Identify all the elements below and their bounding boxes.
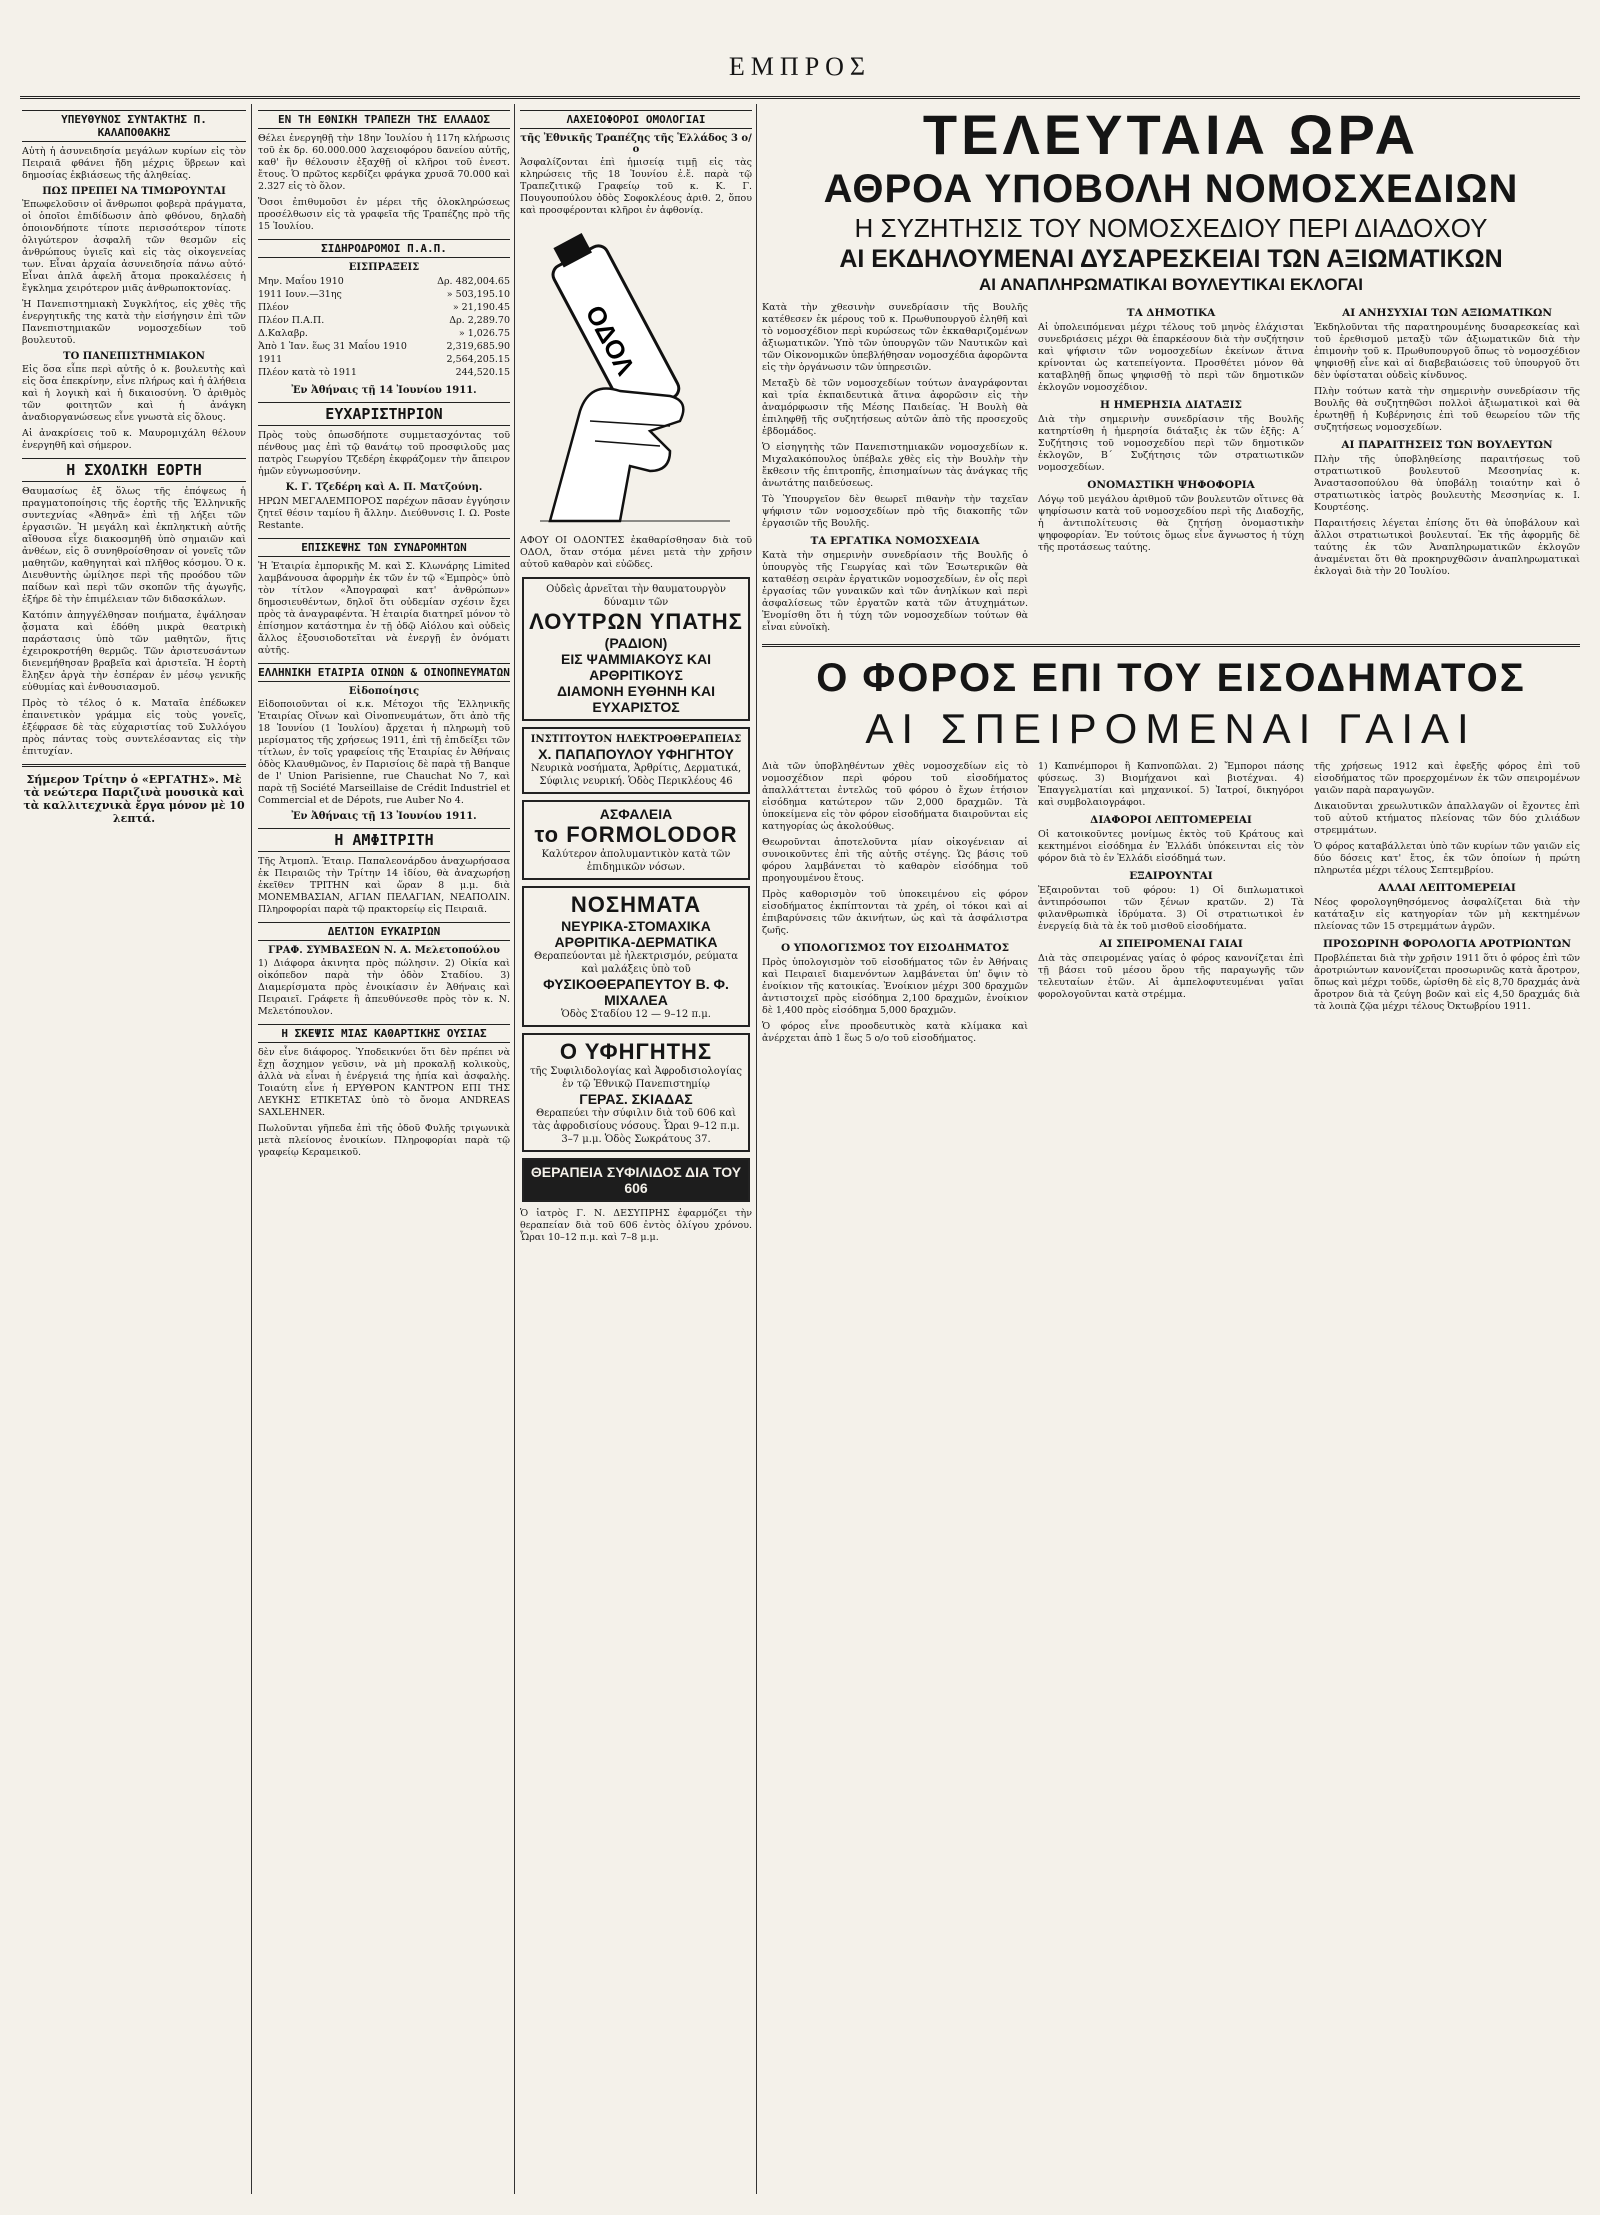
article-subheading: ΠΩΣ ΠΡΕΠΕΙ ΝΑ ΤΙΜΩΡΟΥΝΤΑΙ — [42, 186, 226, 197]
column-rule — [756, 104, 757, 2194]
article-paragraph: Αὐτὴ ἡ ἀσυνειδησία μεγάλων κυρίων εἰς τὸν Πειραιᾶ φθάνει ἤδη μέχρις ὕβρεων καὶ δημοσίας ἐκβιάσεως τῆς ἀληθείας. — [22, 146, 246, 181]
article-paragraph: Ὁ ἰατρὸς Γ. Ν. ΔΕΣΥΠΡΗΣ ἐφαρμόζει τὴν θεραπείαν διὰ τοῦ 606 ἐντὸς ὀλίγου χρόνου. Ὧραι 10–12 π.μ. καὶ 7–8 μ.μ. — [520, 1208, 752, 1243]
news-column: τῆς χρήσεως 1912 καὶ ἐφεξῆς φόρος ἐπὶ τοῦ εἰσοδήματος τῶν προερχομένων ἐκ τῶν σπειρομένων γαιῶν παρὰ παραγωγῶν. Δικαιοῦνται χρεωλυτικῶν ἀπαλλαγῶν οἱ ἔχοντες ἐπὶ τοῦ αὐτοῦ κτήματος πλείονας τῶν δύο χιλιάδων στρεμμάτων. Ὁ φόρος καταβάλλεται ὑπὸ τῶν κυρίων τῶν γαιῶν εἰς δύο δόσεις κατ' ἔτος, ἐκ τῶν ὁποίων ἡ πρώτη πληρωτέα μέχρι τέλους Σεπτεμβρίου. ΑΛΛΑΙ ΛΕΠΤΟΜΕΡΕΙΑΙ Νέος φορολογηθησόμενος ἀσφαλίζεται διὰ τὴν κατάταξιν εἰς κατηγορίαν τῶν μὴ κεκτημένων πλείονας τῶν 15 στρεμμάτων ἀγρῶν. ΠΡΟΣΩΡΙΝΗ ΦΟΡΟΛΟΓΙΑ ΑΡΟΤΡΙΩΝΤΩΝ Προβλέπεται διὰ τὴν χρῆσιν 1911 ὅτι ὁ φόρος ἐπὶ τῶν ἀροτριώντων κανονίζεται προσωρινῶς κατὰ ἄροτρον, ὅπως καὶ μέχρι τοῦδε, ὡρίσθη δὲ εἰς 8,70 δραχμάς ἀνὰ ἄροτρον διὰ τὰ ζεύγη βοῶν καὶ εἰς 4,50 δραχμάς διὰ τὰ λοιπὰ ζῷα μέχρι τέλους Ὀκτωβρίου 1911. — [1314, 761, 1580, 1012]
article-paragraph: Θαυμασίως ἐξ ὅλως τῆς ἐπόψεως ἡ πραγματοποίησις τῆς ἑορτῆς τῆς Ἑλληνικῆς συντεχνίας «Ἀθηνᾶ» ἐπὶ τῇ λήξει τῶν ἐργασιῶν. Ἡ μεγάλη καὶ ἐκπληκτικὴ αὐτῆς αἴθουσα εἶχε διακοσμηθῆ ὑπὸ σημαιῶν καὶ ἀνθέων, εἰς ὃ συνηθροίσθησαν οἱ γονεῖς τῶν μαθητῶν, καθηγηταὶ καὶ πλῆθος κόσμου. Ὁ κ. Διευθυντὴς ὡμίλησε περὶ τῆς προόδου τῶν παίδων καὶ περὶ τῶν σκοπῶν τῆς ἀγωγῆς, ἐξήρε δὲ τὴν ἐπιμέλειαν τῶν διδασκάλων. — [22, 486, 246, 605]
tax-headline: Ο ΦΟΡΟΣ ΕΠΙ ΤΟΥ ΕΙΣΟΔΗΜΑΤΟΣ — [816, 656, 1526, 700]
article-subheading: ΤΑ ΕΡΓΑΤΙΚΑ ΝΟΜΟΣΧΕΔΙΑ — [810, 535, 980, 547]
news-column: 1) Καπνέμποροι ἢ Καπνοπῶλαι. 2) Ἔμποροι πάσης φύσεως. 3) Βιομήχανοι καὶ βιοτέχναι. 4) Ἐπαγγελματίαι καὶ μηχανικοί. 5) Ἰατροί, δικηγόροι καὶ συμβολαιογράφοι. ΔΙΑΦΟΡΟΙ ΛΕΠΤΟΜΕΡΕΙΑΙ Οἱ κατοικοῦντες μονίμως ἐκτὸς τοῦ Κράτους καὶ κεκτημένοι εἰσόδημα ἐν Ἑλλάδι ὑπόκεινται εἰς τὸν φόρον διὰ τὸ ἐν Ἑλλάδι εἰσόδημά των. ΕΞΑΙΡΟΥΝΤΑΙ Ἐξαιροῦνται τοῦ φόρου: 1) Οἱ διπλωματικοὶ ἀντιπρόσωποι τῶν ξένων κρατῶν. 2) Τὰ φιλανθρωπικὰ ἱδρύματα. 3) Οἱ στρατιωτικοὶ ἐν ἐνεργείᾳ διὰ τὰ ἐκ τοῦ μισθοῦ εἰσοδήματα. ΑΙ ΣΠΕΙΡΟΜΕΝΑΙ ΓΑΙΑΙ Διὰ τὰς σπειρομένας γαίας ὁ φόρος κανονίζεται ἐπὶ τῇ βάσει τοῦ μέσου ὅρου τῆς παραγωγῆς τῶν τελευταίων ἐτῶν. Αἱ ἀμπελοφυτευμέναι γαῖαι φορολογοῦνται κατὰ στρέμμα. — [1038, 761, 1304, 1000]
article-paragraph: Θέλει ἐνεργηθῇ τὴν 18ην Ἰουλίου ἡ 117η κλήρωσις τοῦ ἐκ δρ. 60.000.000 λαχειοφόρου δανείου αὐτῆς, καθ' ἣν θέλουσιν ἐξαχθῇ οἱ κλῆροι τοῦ ἐνεστ. ἔτους. Ὁ πρῶτος κερδίζει φράγκα χρυσᾶ 70.000 καὶ 2.327 εἰς τὸ ὅλον. — [258, 133, 510, 192]
article-paragraph: Ἐπωφελοῦσιν οἱ ἄνθρωποι φοβερὰ πράγματα, οἱ ὁποῖοι ἐπιδίδωσιν ἀπὸ φθόνου, δηλαδὴ ὁποιονδήποτε τίποτε περισσότερον τίποτε ὀλιγώτερον ἀσφαλῆ τῶν θεσμῶν εἰς ἀνθρώπους ὑγιεῖς καὶ εἰς τὰς οἰκογενείας των. Εἶναι ἀρχαία ἀσυνειδησία πάνω αὐτό· Εἶναι ἀπλᾶ ἀφελῆ ἄτομα προκαλέσεις ἡ ἔγκλημα χειρότερον μιᾶς ἀνθρωποκτονίας. — [22, 199, 246, 294]
news-column: ΑΙ ΑΝΗΣΥΧΙΑΙ ΤΩΝ ΑΞΙΩΜΑΤΙΚΩΝ Ἐκδηλοῦνται τῆς παρατηρουμένης δυσαρεσκείας καὶ τοῦ ἐρεθισμοῦ μεταξὺ τῶν ἀξιωματικῶν διὰ τὴν ἐπιμονὴν τοῦ κ. Πρωθυπουργοῦ ὅπως τὸ νομοσχέδιον ψηφισθῇ εἶνε καὶ αἱ διαβεβαιώσεις τοῦ ὑπουργοῦ ὅτι δὲν ὑφίσταται οὐδεὶς κίνδυνος. Πλὴν τούτων κατὰ τὴν σημερινὴν συνεδρίασιν τῆς Βουλῆς θὰ συζητηθῶσι πολλοὶ ἀξιωματικοὶ καὶ θὰ ἐρωτηθῇ ἡ Κυβέρνησις ἐπὶ τοῦ θεωρείου τῶν τῆς συζητήσεως νομοσχεδίων. ΑΙ ΠΑΡΑΙΤΗΣΕΙΣ ΤΩΝ ΒΟΥΛΕΥΤΩΝ Πλὴν τῆς ὑποβληθείσης παραιτήσεως τοῦ στρατιωτικοῦ βουλευτοῦ Μεσσηνίας κ. Ἀναστασοπούλου θὰ ὑποβάλῃ τοιαύτην καὶ ὁ στρατιωτικὸς ἰατρὸς βουλευτὴς Μεσσηνίας κ. Ι. Κουρτέσης. Παραιτήσεις λέγεται ἐπίσης ὅτι θὰ ὑποβάλουν καὶ ἄλλοι στρατιωτικοὶ βουλευταί. Ἐκ τῆς ἀφορμῆς δὲ ταύτης ἐκ τῶν Ἀναπληρωματικῶν ἐκλογῶν ἀναμένεται ὅτι θὰ προκηρυχθῶσιν ἀναπληρωματικαὶ ἐκλογαὶ διὰ τὴν 20 Ἰουλίου. — [1314, 307, 1580, 577]
receipts-table — [258, 275, 510, 379]
article-paragraph: Εἰς ὅσα εἶπε περὶ αὐτῆς ὁ κ. βουλευτὴς καὶ εἰς ὅσα ἐπεκρίνην, εἶνε πλήρως καὶ ἡ ἀλήθεια καὶ ἡ λογικὴ καὶ ἡ δικαιοσύνη. Ὁ ἀριθμὸς τῶν φοιτητῶν καὶ ἡ ἀνάγκη ἀναδιοργανώσεως εἶνε γνωστὰ εἰς ὅλους. — [22, 364, 246, 423]
article-paragraph: δὲν εἶνε διάφορος. Ὑποδεικνύει ὅτι δὲν πρέπει νὰ ἔχῃ ἄσχημον γεῦσιν, νὰ μὴ προκαλῇ κολικοὺς, ἀλλὰ νὰ εἶναι ἡ ἐνέργειά της ἡπία καὶ ἀσφαλὴς. Τοιαύτη εἶνε ἡ ΕΡΥΘΡΟΝ ΚΑΝΤΡΟΝ ΕΠΙ ΤΗΣ ΛΕΥΚΗΣ ΕΤΙΚΕΤΑΣ ὑπὸ τὸ ὄνομα ANDREAS SAXLEHNER. — [258, 1047, 510, 1118]
column-1 — [22, 104, 246, 2194]
article-subheading: Εἰδοποίησις — [348, 686, 420, 697]
advert-skiadas: Ο ΥΦΗΓΗΤΗΣ τῆς Συφιλιδολογίας καὶ Ἀφροδισιολογίας ἐν τῷ Ἐθνικῷ Πανεπιστημίῳ ΓΕΡΑΣ. ΣΚΙΑΔΑΣ Θεραπεύει τὴν σύφιλιν διὰ τοῦ 606 καὶ τὰς ἀφροδισίους νόσους. Ὧραι 9–12 π.μ. 3–7 μ.μ. Ὁδὸς Σωκράτους 37. — [522, 1033, 750, 1152]
article-subheading: ΤΟ ΠΑΝΕΠΙΣΤΗΜΙΑΚΟΝ — [63, 351, 205, 362]
table-row: Μην. Μαΐου 1910 Δρ. 482,004.65 — [258, 276, 510, 287]
column-rule — [251, 104, 252, 2194]
article-subheading: ΕΞΑΙΡΟΥΝΤΑΙ — [1129, 870, 1213, 882]
article-paragraph: Πωλοῦνται γῆπεδα ἐπὶ τῆς ὁδοῦ Φυλῆς τριγωνικὰ μετὰ πλείονος ἐνοικίων. Πληροφορίαι παρὰ τῷ γραφείῳ Κεραμεικοῦ. — [258, 1123, 510, 1158]
table-row: Πλέον » 21,190.45 — [258, 302, 510, 313]
editor-heading: ΥΠΕΥΘΥΝΟΣ ΣΥΝΤΑΚΤΗΣ Π. ΚΑΛΑΠΟΘΑΚΗΣ — [22, 110, 246, 142]
article-subheading: ΤΑ ΔΗΜΟΤΙΚΑ — [1126, 307, 1216, 319]
article-heading: ΕΥΧΑΡΙΣΤΗΡΙΟΝ — [258, 402, 510, 426]
article-subheading: ΑΙ ΑΝΗΣΥΧΙΑΙ ΤΩΝ ΑΞΙΩΜΑΤΙΚΩΝ — [1342, 307, 1552, 319]
signature: Κ. Γ. Τζεδέρη καὶ Α. Π. Ματζούνη. — [285, 482, 483, 493]
article-paragraph: Κατόπιν ἀπηγγέλθησαν ποιήματα, ἐψάλησαν ᾄσματα καὶ ἐδόθη μικρὰ θεατρικὴ παράστασις ὑπὸ τῶν μαθητῶν, ἥτις ἐχειροκροτήθη θερμῶς. Τῶν ἀριστευσάντων διενεμήθησαν βραβεῖα καὶ ἀριστεῖα. Ἡ ἑορτὴ ἔληξεν ἀργὰ τὴν ἑσπέραν ἐν μέσῳ γενικῆς εὐθυμίας καὶ ἐνθουσιασμοῦ. — [22, 610, 246, 693]
table-row: Ἀπὸ 1 Ἰαν. ἕως 31 Μαΐου 1910 2,319,685.90 — [258, 341, 510, 352]
table-row: Πλέον Π.Α.Π. Δρ. 2,289.70 — [258, 315, 510, 326]
article-subheading: ΓΡΑΦ. ΣΥΜΒΑΣΕΩΝ Ν. Α. Μελετοπούλου — [268, 945, 500, 956]
news-columns-lower — [762, 761, 1580, 1049]
advert-ypati-baths: Οὐδεὶς ἀρνεῖται τὴν θαυματουργὸν δύναμιν τῶν ΛΟΥΤΡΩΝ ΥΠΑΤΗΣ (ΡΑΔΙΟΝ) ΕΙΣ ΨΑΜΜΙΑΚΟΥΣ ΚΑΙ ΑΡΘΡΙΤΙΚΟΥΣ ΔΙΑΜΟΝΗ ΕΥΘΗΝΗ ΚΑΙ ΕΥΧΑΡΙΣΤΟΣ — [522, 577, 750, 721]
article-subheading: ΑΙ ΣΠΕΙΡΟΜΕΝΑΙ ΓΑΙΑΙ — [1099, 938, 1243, 950]
article-heading: ΕΝ ΤΗ ΕΘΝΙΚΗ ΤΡΑΠΕΖΗ ΤΗΣ ΕΛΛΑΔΟΣ — [258, 110, 510, 129]
advert-caption: ΑΦΟΥ ΟΙ ΟΔΟΝΤΕΣ ἐκαθαρίσθησαν διὰ τοῦ ΟΔΟΛ, ὅταν στόμα μένει μετὰ τὴν χρῆσιν αὐτοῦ καθαρὸν καὶ εὐῶδες. — [520, 535, 752, 570]
article-subheading: Ο ΥΠΟΛΟΓΙΣΜΟΣ ΤΟΥ ΕΙΣΟΔΗΜΑΤΟΣ — [780, 942, 1010, 954]
advert-michalea: ΝΟΣΗΜΑΤΑ ΝΕΥΡΙΚΑ-ΣΤΟΜΑΧΙΚΑ ΑΡΘΡΙΤΙΚΑ-ΔΕΡΜΑΤΙΚΑ Θεραπεύονται μὲ ἠλεκτρισμόν, ρεύματα καὶ μαλάξεις ὑπὸ τοῦ ΦΥΣΙΚΟΘΕΡΑΠΕΥΤΟΥ Β. Φ. ΜΙΧΑΛΕΑ Ὁδὸς Σταδίου 12 — 9–12 π.μ. — [522, 886, 750, 1027]
sub-headline: ΑΙ ΕΚΔΗΛΟΥΜΕΝΑΙ ΔΥΣΑΡΕΣΚΕΙΑΙ ΤΩΝ ΑΞΙΩΜΑΤΙΚΩΝ — [839, 245, 1503, 273]
divider — [762, 644, 1580, 647]
article-heading: ΔΕΛΤΙΟΝ ΕΥΚΑΙΡΙΩΝ — [258, 922, 510, 941]
svg-text:ΟΔΟΛ: ΟΔΟΛ — [579, 300, 642, 381]
article-paragraph: Ὅσοι ἐπιθυμοῦσι ἐν μέρει τῆς ὁλοκληρώσεως προσέλθωσιν εἰς τὰ γραφεῖα τῆς Τραπέζης πρὸ τῆς 15 Ἰουλίου. — [258, 197, 510, 232]
table-row: 1911 Ιουν.—31ης » 503,195.10 — [258, 289, 510, 300]
tax-subheadline: ΑΙ ΣΠΕΙΡΟΜΕΝΑΙ ΓΑΙΑΙ — [865, 705, 1477, 752]
article-paragraph: Ἡ Ἑταιρία ἐμπορικῆς Μ. καὶ Σ. Κλωνάρης Limited λαμβάνουσα ἀφορμὴν ἐκ τῶν ἐν τῷ «Ἐμπρὸς» ὑπὸ τὸν τίτλον «Ἀπογραφαὶ κατ' ἀνθρώπων» δημοσιευθέντων, δηλοῖ ὅτι οὐδεμίαν σχέσιν ἔχει πρὸς τὰ ἀναγραφέντα. Ἡ ἑταιρία διατηρεῖ μόνον τὸ ἐπίσημον κατάστημα ἐν τῇ ὁδῷ Αἰόλου καὶ οὐδεὶς ἄλλος ἐξουσιοδοτεῖται νὰ ἐνεργῇ ἐν ὀνόματι αὐτῆς. — [258, 561, 510, 656]
column-2 — [258, 104, 510, 2194]
article-heading: ΕΛΛΗΝΙΚΗ ΕΤΑΙΡΙΑ ΟΙΝΩΝ & ΟΙΝΟΠΝΕΥΜΑΤΩΝ — [258, 663, 510, 682]
dateline: Ἐν Ἀθήναις τῇ 14 Ἰουνίου 1911. — [291, 385, 477, 396]
news-column: Κατὰ τὴν χθεσινὴν συνεδρίασιν τῆς Βουλῆς κατέθεσεν ἐκ μέρους τοῦ κ. Πρωθυπουργοῦ ἐληθῆ καὶ τὸ νομοσχέδιον περὶ κυρώσεως τῶν ἐκκαθαριζομένων ἀξιωματικῶν. Ὑπὸ τῶν ὑπουργῶν τῶν Ναυτικῶν καὶ τῶν Οἰκονομικῶν ὑπεβλήθησαν νομοσχέδια ἀφορῶντα εἰς τὴν ὀργάνωσιν τῶν ὑπηρεσιῶν. Μεταξὺ δὲ τῶν νομοσχεδίων τούτων ἀναγράφονται καὶ τρία ἐκπαιδευτικὰ ἅτινα ἀφορῶσιν εἰς τὴν ἀναμόρφωσιν τῆς Μέσης Παιδείας. Ἡ Βουλὴ θὰ ἐπιληφθῇ τῆς συζητήσεως αὐτῶν ἀπὸ τῆς προσεχοῦς ἑβδομάδος. Ὁ εἰσηγητὴς τῶν Πανεπιστημιακῶν νομοσχεδίων κ. Μιχαλακόπουλος ὑπέβαλε χθὲς εἰς τὴν Βουλὴν τὴν ἔκθεσιν τῆς ἐπιτροπῆς, ἐπισημαίνων τὰς ἀνάγκας τῆς ἀνωτάτης παιδεύσεως. Τὸ Ὑπουργεῖον δὲν θεωρεῖ πιθανὴν τὴν ταχεῖαν ψήφισιν τῶν νομοσχεδίων πρὸ τῆς διακοπῆς τῶν ἐργασιῶν τῆς Βουλῆς. ΤΑ ΕΡΓΑΤΙΚΑ ΝΟΜΟΣΧΕΔΙΑ Κατὰ τὴν σημερινὴν συνεδρίασιν τῆς Βουλῆς ὁ ὑπουργὸς τῆς Γεωργίας καὶ τῶν Ἐσωτερικῶν θὰ καταθέσῃ σειρὰν ἐργατικῶν νομοσχεδίων, ἐν οἷς περὶ ἐργασίας τῶν γυναικῶν καὶ τῶν ἀνηλίκων καὶ περὶ ἀσφαλίσεως τῶν ἐργατῶν κατὰ τῶν ἀτυχημάτων. Ἐνομίσθη ὅτι ἡ τύχη τῶν νομοσχεδίων τούτων θὰ εἶναι εὐνοϊκὴ. — [762, 302, 1028, 633]
advert-formolodor: ΑΣΦΑΛΕΙΑ το FORMOLODOR Καλύτερον ἀπολυμαντικὸν κατὰ τῶν ἐπιδημικῶν νόσων. — [522, 800, 750, 880]
sub-headline: ΑΙ ΑΝΑΠΛΗΡΩΜΑΤΙΚΑΙ ΒΟΥΛΕΥΤΙΚΑΙ ΕΚΛΟΓΑΙ — [979, 275, 1363, 294]
divider — [22, 764, 246, 767]
column-4-main — [762, 104, 1580, 2194]
article-heading: Η ΣΚΕΨΙΣ ΜΙΑΣ ΚΑΘΑΡΤΙΚΗΣ ΟΥΣΙΑΣ — [258, 1024, 510, 1043]
article-heading: ΣΙΔΗΡΟΔΡΟΜΟΙ Π.Α.Π. — [258, 239, 510, 258]
table-row: Δ.Καλαβρ. » 1,026.75 — [258, 328, 510, 339]
hand-bottle-icon — [520, 221, 752, 531]
odol-advert-illustration — [520, 221, 752, 531]
article-subheading: ΟΝΟΜΑΣΤΙΚΗ ΨΗΦΟΦΟΡΙΑ — [1087, 479, 1255, 491]
article-subheading: τῆς Ἐθνικῆς Τραπέζης τῆς Ἑλλάδος 3 ο/ο — [520, 133, 752, 155]
article-subheading: ΕΙΣΠΡΑΞΕΙΣ — [348, 262, 420, 273]
table-row: Πλέον κατὰ τὸ 1911 244,520.15 — [258, 367, 510, 378]
article-heading: ΛΑΧΕΙΟΦΟΡΟΙ ΟΜΟΛΟΓΙΑΙ — [520, 110, 752, 129]
column-rule — [514, 104, 515, 2194]
article-paragraph: Ἡ Πανεπιστημιακὴ Συγκλήτος, εἰς χθὲς τῆς ἐνεργητικῆς της κατὰ τὴν εἰσήγησιν ἐπὶ τῶν Πανεπιστημιακῶν νομοσχεδίων τοῦ βουλευτοῦ. — [22, 299, 246, 346]
article-heading: ΕΠΙΣΚΕΨΗΣ ΤΩΝ ΣΥΝΔΡΟΜΗΤΩΝ — [258, 538, 510, 557]
news-column: Διὰ τῶν ὑποβληθέντων χθὲς νομοσχεδίων εἰς τὸ νομοσχέδιον περὶ φόρου τοῦ εἰσοδήματος ἀπαλλάττεται ἐντελῶς τοῦ φόρου ὁ ἔχων ἐτήσιον εἰσόδημα κατώτερον τῶν 2,000 δραχμῶν. Τὰ ὑποκείμενα εἰς τὸν φόρον εἰσοδήματα διαιροῦνται εἰς κατηγορίας ὡς ἀκολούθως. Θεωροῦνται ἀποτελοῦντα μίαν οἰκογένειαν αἱ συνοικοῦντες ἐπὶ τῆς αὐτῆς στέγης. Ὡς βάσις τοῦ φόρου λαμβάνεται τὸ καθαρὸν εἰσόδημα τοῦ προηγουμένου ἔτους. Πρὸς καθορισμὸν τοῦ ὑποκειμένου εἰς φόρον εἰσοδήματος ἐκπίπτονται τὰ χρέη, οἱ τόκοι καὶ αἱ ἐπιβαρύνσεις τῶν ἀκινήτων, ὡς καὶ τὰ ἀσφάλιστρα ζωῆς. Ο ΥΠΟΛΟΓΙΣΜΟΣ ΤΟΥ ΕΙΣΟΔΗΜΑΤΟΣ Πρὸς ὑπολογισμὸν τοῦ εἰσοδήματος τῶν ἐν Ἀθήναις καὶ Πειραιεῖ διαμενόντων λαμβάνεται ὑπ' ὄψιν τὸ ἐνοίκιον τῆς κατοικίας. Ἐνοίκιον μέχρι 300 δραχμῶν ἀντιστοιχεῖ πρὸς εἰσόδημα 2,100 δραχμῶν, ἐνοίκιον δὲ 1,400 πρὸς εἰσόδημα 5,000 δραχμῶν. Ὁ φόρος εἶνε προοδευτικὸς κατὰ κλίμακα καὶ ἀνέρχεται ἀπὸ 1 ἕως 5 ο/ο τοῦ εἰσοδήματος. — [762, 761, 1028, 1044]
article-subheading: ΑΙ ΠΑΡΑΙΤΗΣΕΙΣ ΤΩΝ ΒΟΥΛΕΥΤΩΝ — [1341, 439, 1553, 451]
article-subheading: ΠΡΟΣΩΡΙΝΗ ΦΟΡΟΛΟΓΙΑ ΑΡΟΤΡΙΩΝΤΩΝ — [1322, 938, 1572, 950]
advert-606-therapy: ΘΕΡΑΠΕΙΑ ΣΥΦΙΛΙΔΟΣ ΔΙΑ ΤΟΥ 606 — [522, 1158, 750, 1202]
article-subheading: ΔΙΑΦΟΡΟΙ ΛΕΠΤΟΜΕΡΕΙΑΙ — [1090, 814, 1252, 826]
article-heading: Η ΑΜΦΙΤΡΙΤΗ — [258, 828, 510, 852]
main-headline: ΤΕΛΕΥΤΑΙΑ ΩΡΑ — [922, 104, 1420, 166]
column-3 — [520, 104, 752, 2194]
news-columns-upper — [762, 302, 1580, 638]
news-column: ΤΑ ΔΗΜΟΤΙΚΑ Αἱ ὑπολειπόμεναι μέχρι τέλους τοῦ μηνὸς ἐλάχισται συνεδριάσεις μέχρι θὰ ἐπαρκέσουν διὰ τὴν συζήτησιν καὶ ψήφισιν τῶν νομοσχεδίων ἐκείνων ἅτινα κρίνονται ὡς κατεπείγοντα. Προσθέτει μόνον θὰ καταβληθῇ ὅπως ψηφισθῇ τὸ περὶ τῶν δημοτικῶν ἐκλογῶν νομοσχέδιον. Η ΗΜΕΡΗΣΙΑ ΔΙΑΤΑΞΙΣ Διὰ τὴν σημερινὴν συνεδρίασιν τῆς Βουλῆς κατηρτίσθη ἡ ἡμερησία διάταξις ἐκ τῶν ἑξῆς: Α΄ Συζήτησις τοῦ νομοσχεδίου περὶ τῶν δημοτικῶν ἐκλογῶν, Β΄ Συζήτησις τῶν στρατιωτικῶν νομοσχεδίων. ΟΝΟΜΑΣΤΙΚΗ ΨΗΦΟΦΟΡΙΑ Λόγῳ τοῦ μεγάλου ἀριθμοῦ τῶν βουλευτῶν οἵτινες θὰ ψηφίσωσιν κατὰ τοῦ νομοσχεδίου περὶ τῆς Διαδοχῆς, ἡ ἀντιπολίτευσις θὰ ζητήσῃ ὀνομαστικὴν ψηφοφορίαν. Ἐν τούτοις ὅμως εἶνε ἄγνωστος ἡ τύχη τῆς προτάσεως ταύτης. — [1038, 307, 1304, 553]
article-heading: Η ΣΧΟΛΙΚΗ ΕΟΡΤΗ — [22, 458, 246, 482]
article-paragraph: Τῆς Ἀτμοπλ. Ἑταιρ. Παπαλεονάρδου ἀναχωρήσασα ἐκ Πειραιῶς τὴν Τρίτην 14 ἰδίου, θὰ ἀναχωρήσῃ ἐκεῖθεν ΤΡΙΤΗΝ καὶ ὥραν 8 μ.μ. διὰ ΜΟΝΕΜΒΑΣΙΑΝ, ΑΓΙΑΝ ΠΕΛΑΓΙΑΝ, ΝΕΑΠΟΛΙΝ. Πληροφορίαι παρὰ τῷ πρακτορείῳ εἰς Πειραιᾶ. — [258, 856, 510, 915]
article-paragraph: Αἱ ἀνακρίσεις τοῦ κ. Μαυρομιχάλη θέλουν ἐνεργηθῆ καὶ σήμερον. — [22, 428, 246, 451]
newspaper-title: ΕΜΠΡΟΣ — [728, 52, 872, 81]
article-paragraph: ΗΡΩΝ ΜΕΓΑΛΕΜΠΟΡΟΣ παρέχων πᾶσαν ἐγγύησιν ζητεῖ θέσιν ταμίου ἢ ἄλλην. Διεύθυνσις Ι. Ω. Poste Restante. — [258, 496, 510, 531]
article-paragraph: Πρὸς τοὺς ὁπωσδήποτε συμμετασχόντας τοῦ πένθους μας ἐπὶ τῷ θανάτῳ τοῦ προσφιλοῦς μας πατρὸς Γεωργίου Τζεδέρη ἐκφράζομεν τὴν ἄπειρον ἡμῶν εὐγνωμοσύνην. — [258, 430, 510, 477]
advert-electrotherapy: ΙΝΣΤΙΤΟΥΤΟΝ ΗΛΕΚΤΡΟΘΕΡΑΠΕΙΑΣ Χ. ΠΑΠΑΠΟΥΛΟΥ ΥΦΗΓΗΤΟΥ Νευρικὰ νοσήματα, Ἀρθρίτις, Δερματικά, Σύφιλις νευρική. Ὁδὸς Περικλέους 46 — [522, 727, 750, 794]
sub-headline: Η ΣΥΖΗΤΗΣΙΣ ΤΟΥ ΝΟΜΟΣΧΕΔΙΟΥ ΠΕΡΙ ΔΙΑΔΟΧΟΥ — [854, 213, 1488, 243]
article-paragraph: Πρὸς τὸ τέλος ὁ κ. Ματαῖα ἐπέδωκεν ἐπαινετικὸν γράμμα εἰς τοὺς γονεῖς, ἐξέφρασε δὲ τὰς εὐχαριστίας τοῦ Συλλόγου πρὸς πάντας τοὺς συντελέσαντας εἰς τὴν ἐπιτυχίαν. — [22, 698, 246, 757]
article-paragraph: 1) Διάφορα ἀκινητα πρὸς πώλησιν. 2) Οἰκία καὶ οἰκόπεδον παρὰ τὴν ὁδὸν Σταδίου. 3) Διαμερίσματα πρὸς ἐνοικίασιν ἐν Ἀθήναις καὶ Πειραιεῖ. Γράφετε ἢ ἀπευθύνεσθε πρὸς τὸν κ. Ν. Μελετόπουλον. — [258, 958, 510, 1017]
article-paragraph: Εἰδοποιοῦνται οἱ κ.κ. Μέτοχοι τῆς Ἑλληνικῆς Ἑταιρίας Οἴνων καὶ Οἰνοπνευμάτων, ὅτι ἀπὸ τῆς 18 Ἰουνίου (1 Ἰουλίου) ἄρχεται ἡ πληρωμὴ τοῦ μερίσματος τῆς χρήσεως 1911, ἐπὶ τῇ ἐπιδείξει τῶν τίτλων, ἐν τοῖς γραφείοις τῆς Ἑταιρίας ἐν Ἀθήναις ὁδὸς Κλαυθμῶνος, ἐν Παρισίοις δὲ παρὰ τῇ Banque de l' Union Parisienne, rue Chauchat No 7, καὶ παρὰ τῇ Société Marseillaise de Crédit Industriel et Commercial et de Dépots, rue Auber No 4. — [258, 699, 510, 806]
article-subheading: ΑΛΛΑΙ ΛΕΠΤΟΜΕΡΕΙΑΙ — [1378, 882, 1516, 894]
article-subheading: Η ΗΜΕΡΗΣΙΑ ΔΙΑΤΑΞΙΣ — [1100, 399, 1242, 411]
promo-note: Σήμερον Τρίτην ὁ «ΕΡΓΑΤΗΣ». Μὲ τὰ νεώτερα Παριζινὰ μουσικὰ καὶ τὰ καλλιτεχνικὰ ἔργα μόνον μὲ 10 λεπτά. — [23, 773, 245, 825]
dateline: Ἐν Ἀθήναις τῇ 13 Ἰουνίου 1911. — [291, 811, 477, 822]
article-paragraph: Ἀσφαλίζονται ἐπὶ ἡμισείᾳ τιμῇ εἰς τὰς κληρώσεις τῆς 18 Ἰουνίου ἐ.ἔ. παρὰ τῷ Τραπεζιτικῷ Γραφείῳ τοῦ κ. Κ. Γ. Πουγουπούλου ὁδὸς Σοφοκλέους ἀριθ. 2, ὅπου καὶ προσφέρονται κλῆροι ἐν ἀφθονίᾳ. — [520, 157, 752, 216]
sub-headline: ΑΘΡΟΑ ΥΠΟΒΟΛΗ ΝΟΜΟΣΧΕΔΙΩΝ — [823, 167, 1519, 211]
table-row: 1911 2,564,205.15 — [258, 354, 510, 365]
masthead — [20, 52, 1580, 99]
